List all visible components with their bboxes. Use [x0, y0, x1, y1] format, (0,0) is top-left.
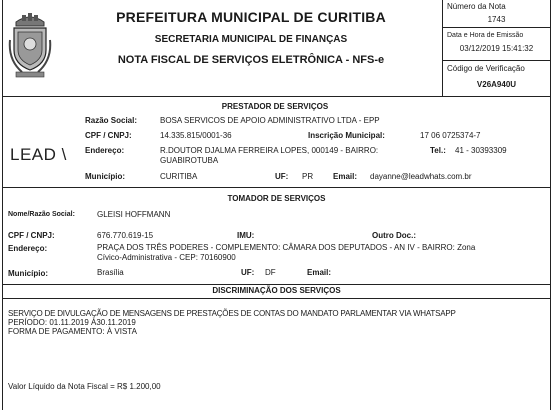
- tomador-uf-value: DF: [265, 268, 276, 277]
- valor-liquido-line: Valor Líquido da Nota Fiscal = R$ 1.200,00: [8, 382, 161, 391]
- tomador-municipio-value: Brasília: [97, 268, 124, 277]
- prestador-section-title: PRESTADOR DE SERVIÇOS: [221, 102, 329, 111]
- header-secretaria: SECRETARIA MUNICIPAL DE FINANÇAS: [154, 34, 348, 45]
- coat-of-arms-icon: [8, 10, 52, 80]
- discriminacao-line-3: FORMA DE PAGAMENTO: À VISTA: [8, 327, 137, 336]
- prestador-municipio-value: CURITIBA: [160, 172, 198, 181]
- inscricao-municipal-label: Inscrição Municipal:: [308, 131, 385, 140]
- header-title: PREFEITURA MUNICIPAL DE CURITIBA: [116, 9, 386, 25]
- tomador-endereco-value-1: PRAÇA DOS TRÊS PODERES - COMPLEMENTO: CÂMARA DOS DEPUTADOS - AN IV - BAIRRO: Zona: [97, 243, 476, 252]
- discriminacao-line-1: SERVIÇO DE DIVULGAÇÃO DE MENSAGENS DE PRESTAÇÕES DE CONTAS DO MANDATO PARLAMENTAR VIA WHATSAPP: [8, 309, 456, 318]
- codigo-verificacao-label: Código de Verificação: [447, 64, 525, 73]
- prestador-email-label: Email:: [333, 172, 358, 181]
- prestador-endereco-value-1: R.DOUTOR DJALMA FERREIRA LOPES, 000149 - BAIRRO:: [160, 146, 379, 155]
- data-emissao-value: 03/12/2019 15:41:32: [459, 44, 534, 53]
- numero-nota-label: Número da Nota: [447, 2, 506, 11]
- prestador-uf-label: UF:: [275, 172, 289, 181]
- prestador-tel-label: Tel.:: [430, 146, 446, 155]
- razao-social-label: Razão Social:: [85, 116, 138, 125]
- data-emissao-label: Data e Hora de Emissão: [447, 32, 524, 39]
- prestador-uf-value: PR: [302, 172, 314, 181]
- prestador-email-value: dayanne@leadwhats.com.br: [370, 172, 472, 181]
- inscricao-municipal-value: 17 06 0725374-7: [420, 131, 481, 140]
- header-right-sep-2: [442, 60, 551, 61]
- tomador-outro-doc-label: Outro Doc.:: [372, 231, 416, 240]
- header-right-sep-1: [442, 27, 551, 28]
- tomador-uf-label: UF:: [241, 268, 255, 277]
- tomador-nome-value: GLEISI HOFFMANN: [97, 210, 171, 219]
- razao-social-value: BOSA SERVICOS DE APOIO ADMINISTRATIVO LTDA - EPP: [160, 116, 380, 125]
- prestador-endereco-value-2: GUABIROTUBA: [160, 156, 219, 165]
- prestador-cpf-label: CPF / CNPJ:: [85, 131, 132, 140]
- prestador-cpf-value: 14.335.815/0001-36: [160, 131, 232, 140]
- tomador-endereco-label: Endereço:: [8, 244, 48, 253]
- lead-logo: LEAD \: [10, 145, 67, 164]
- numero-nota-value: 1743: [487, 15, 506, 24]
- discriminacao-section-title: DISCRIMINAÇÃO DOS SERVIÇOS: [212, 286, 341, 295]
- prestador-endereco-label: Endereço:: [85, 146, 125, 155]
- codigo-verificacao-value: V26A940U: [476, 80, 517, 89]
- discriminacao-line-2: PERÍODO: 01.11.2019 À30.11.2019: [8, 318, 136, 327]
- tomador-cpf-label: CPF / CNPJ:: [8, 231, 55, 240]
- tomador-municipio-label: Município:: [8, 269, 48, 278]
- tomador-nome-label: Nome/Razão Social:: [8, 211, 75, 218]
- prestador-tel-value: 41 - 30393309: [455, 146, 507, 155]
- tomador-email-label: Email:: [307, 268, 332, 277]
- tomador-section-title: TOMADOR DE SERVIÇOS: [227, 194, 326, 203]
- tomador-imu-label: IMU:: [237, 231, 255, 240]
- tomador-cpf-value: 676.770.619-15: [97, 231, 154, 240]
- tomador-endereco-value-2: Cívico-Administrativa - CEP: 70160900: [97, 253, 236, 262]
- header-nfse-title: NOTA FISCAL DE SERVIÇOS ELETRÔNICA - NFS-e: [117, 54, 385, 66]
- prestador-municipio-label: Município:: [85, 172, 125, 181]
